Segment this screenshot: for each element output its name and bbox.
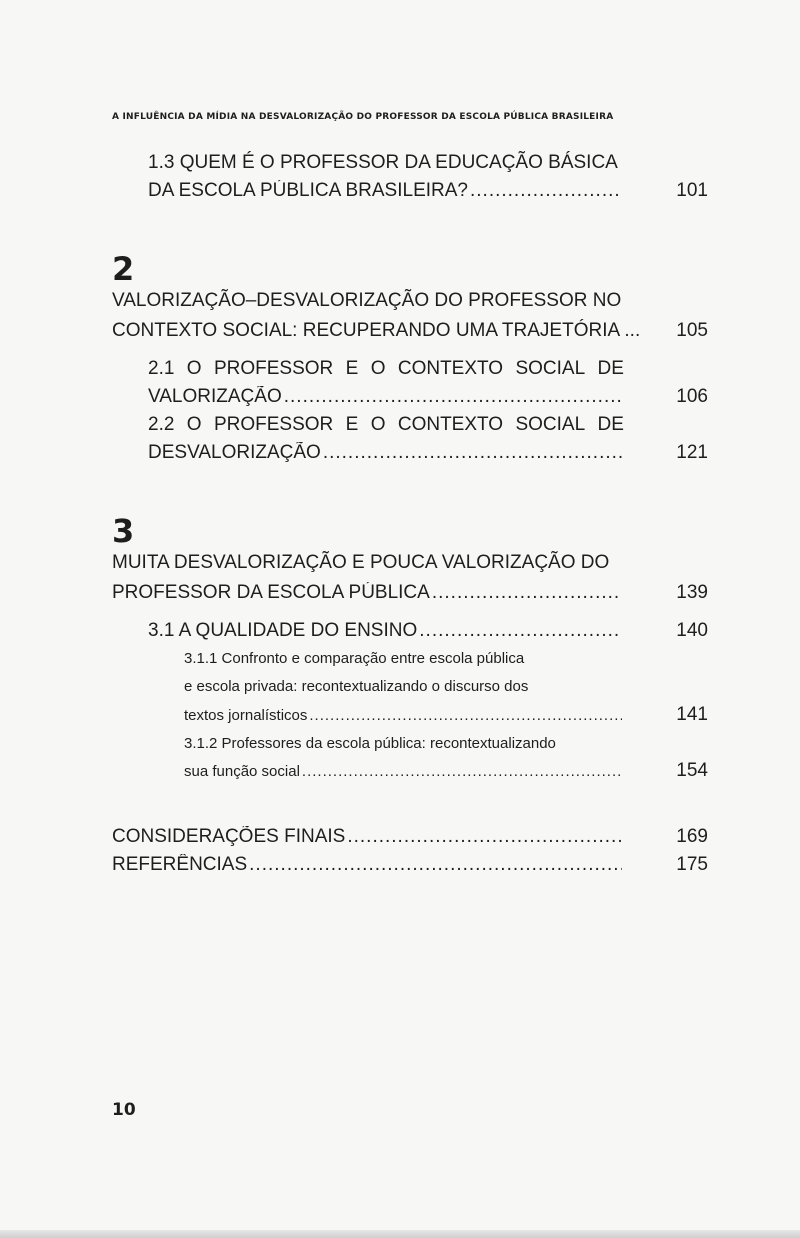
dot-leader (249, 854, 622, 876)
word: CONTEXTO (397, 358, 504, 379)
toc-chapter-3-line1: MUITA DESVALORIZAÇÃO E POUCA VALORIZAÇÃO DO (112, 552, 610, 573)
toc-entry-1-3-title: DA ESCOLA PÚBLICA BRASILEIRA? (148, 180, 468, 201)
toc-chapter-2-line2: CONTEXTO SOCIAL: RECUPERANDO UMA TRAJETÓRIA ... (112, 320, 641, 341)
toc-page-105: 105 (676, 320, 708, 341)
toc-entry-referencias-title: REFERÊNCIAS (112, 854, 248, 875)
toc-page-101: 101 (676, 180, 708, 201)
toc-entry-3-1-1-line2: e escola privada: recontextualizando o discurso dos (184, 678, 529, 695)
running-head: A INFLUÊNCIA DA MÍDIA NA DESVALORIZAÇÃO DO PROFESSOR DA ESCOLA PÚBLICA BRASILEIRA (112, 112, 614, 122)
toc-entry-2-1-title: VALORIZAÇÃO (148, 386, 282, 407)
toc-page-140: 140 (676, 620, 708, 641)
toc-page-106: 106 (676, 386, 708, 407)
toc-entry-referencias (112, 854, 622, 876)
word: SOCIAL (515, 358, 586, 379)
toc-entry-3-1-2-line1: 3.1.2 Professores da escola pública: recontextualizando (184, 735, 556, 752)
toc-chapter-3-title: PROFESSOR DA ESCOLA PÚBLICA (112, 582, 430, 603)
dot-leader (419, 620, 622, 642)
dot-leader (347, 826, 622, 848)
word: PROFESSOR (213, 414, 334, 435)
page-edge (0, 1230, 800, 1238)
word: E (345, 358, 359, 379)
toc-entry-3-1 (148, 620, 622, 642)
toc-entry-2-2-line1 (148, 414, 624, 436)
toc-page-175: 175 (676, 854, 708, 875)
toc-entry-3-1-1-line1: 3.1.1 Confronto e comparação entre escola pública (184, 650, 525, 667)
word: SOCIAL (515, 414, 586, 435)
toc-page-121: 121 (676, 442, 708, 463)
dot-leader (470, 180, 622, 202)
dot-leader (323, 442, 622, 464)
toc-chapter-2-line1: VALORIZAÇÃO–DESVALORIZAÇÃO DO PROFESSOR NO (112, 290, 622, 311)
toc-page-139: 139 (676, 582, 708, 603)
dot-leader (302, 763, 622, 780)
word: O (370, 414, 386, 435)
toc-entry-3-1-1-title: textos jornalísticos (184, 707, 308, 724)
word: 2.2 (148, 414, 175, 435)
dot-leader (309, 707, 622, 724)
toc-entry-1-3-line1: 1.3 QUEM É O PROFESSOR DA EDUCAÇÃO BÁSICA (148, 152, 618, 173)
toc-entry-2-1-line1 (148, 358, 624, 380)
word: DE (597, 358, 624, 379)
dot-leader (432, 582, 622, 604)
word: 2.1 (148, 358, 175, 379)
word: PROFESSOR (213, 358, 334, 379)
word: E (345, 414, 359, 435)
toc-page-154: 154 (676, 760, 708, 781)
toc-entry-2-2-line2 (148, 442, 622, 464)
toc-chapter-3-line2 (112, 582, 622, 604)
toc-entry-consideracoes (112, 826, 622, 848)
word: O (186, 414, 202, 435)
toc-entry-3-1-title: 3.1 A QUALIDADE DO ENSINO (148, 620, 418, 641)
toc-entry-3-1-1-line3 (184, 707, 622, 724)
word: O (370, 358, 386, 379)
toc-page-169: 169 (676, 826, 708, 847)
word: O (186, 358, 202, 379)
toc-page-141: 141 (676, 704, 708, 725)
toc-entry-consideracoes-title: CONSIDERAÇÕES FINAIS (112, 826, 346, 847)
toc-entry-2-1-line2 (148, 386, 622, 408)
toc-entry-2-2-title: DESVALORIZAÇÃO (148, 442, 321, 463)
chapter-number-2: 2 (112, 250, 135, 288)
toc-entry-3-1-2-title: sua função social (184, 763, 300, 780)
dot-leader (284, 386, 622, 408)
word: DE (597, 414, 624, 435)
page-number: 10 (112, 1100, 136, 1120)
toc-entry-1-3-line2 (148, 180, 622, 202)
chapter-number-3: 3 (112, 512, 135, 550)
word: CONTEXTO (397, 414, 504, 435)
toc-entry-3-1-2-line2 (184, 763, 622, 780)
